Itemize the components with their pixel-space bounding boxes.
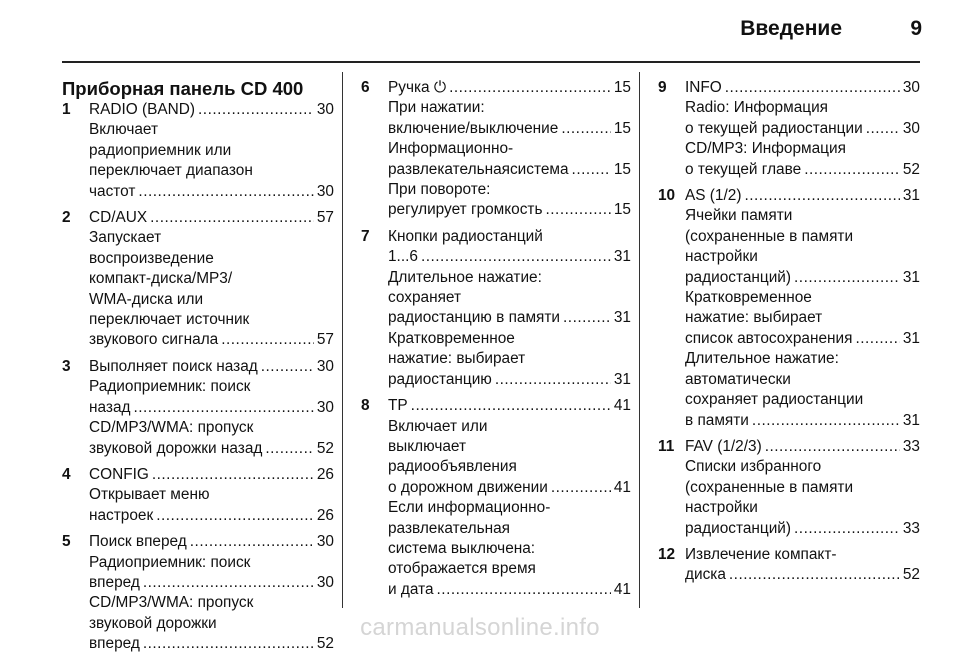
- dot-leader: [437, 580, 611, 600]
- entry-text: компакт-диска/MP3/: [89, 270, 233, 288]
- entry-line: [388, 539, 631, 559]
- entry-body: [89, 357, 334, 459]
- entry-line: [685, 390, 920, 410]
- entry-line: [685, 139, 920, 159]
- entry-text: CD/MP3/WMA: пропуск: [89, 419, 254, 437]
- page-reference: 31: [902, 329, 920, 347]
- entry-line: [388, 247, 631, 267]
- entry-text: выключает: [388, 437, 467, 455]
- entry-text: Кратковременное: [685, 289, 812, 307]
- page-reference: 15: [613, 119, 631, 137]
- dot-leader: [138, 182, 313, 202]
- entry-line: [388, 268, 631, 288]
- index-entry: [658, 78, 920, 180]
- dot-leader: [804, 160, 900, 180]
- entry-number: 12: [658, 545, 676, 563]
- entry-line: [89, 506, 334, 526]
- dot-leader: [449, 78, 611, 98]
- entry-line: [89, 330, 334, 350]
- entry-text: INFO: [685, 79, 722, 96]
- dot-leader: [794, 268, 900, 288]
- page-reference: 57: [316, 331, 334, 349]
- entry-text: При повороте:: [388, 181, 491, 199]
- entry-text: настройки: [685, 248, 758, 266]
- page-reference: 41: [613, 580, 631, 598]
- entry-text: (сохраненные в памяти: [685, 478, 854, 496]
- entry-text: назад: [89, 398, 131, 416]
- entry-text: Открывает меню: [89, 486, 210, 504]
- entry-text: отображается время: [388, 560, 536, 578]
- page-reference: 41: [613, 397, 631, 415]
- page-reference: 30: [316, 398, 334, 416]
- entry-line: [89, 208, 334, 228]
- entry-line: [685, 478, 920, 498]
- entry-number: 1: [62, 101, 71, 118]
- entry-text: радиостанций): [685, 519, 792, 537]
- entry-text: о дорожном движении: [388, 478, 548, 496]
- entry-line: [685, 308, 920, 328]
- dot-leader: [561, 119, 611, 139]
- entry-line: [89, 357, 334, 377]
- index-entry: [658, 186, 920, 431]
- entry-body: [89, 465, 334, 526]
- entry-text: FAV (1/2/3): [685, 437, 762, 455]
- entry-text: Радиоприемник: поиск: [89, 378, 251, 396]
- page-reference: 33: [902, 437, 920, 455]
- entry-text: (сохраненные в памяти: [685, 227, 854, 245]
- entry-text: Списки избранного: [685, 458, 822, 476]
- entry-line: [388, 119, 631, 139]
- entry-text: система выключена:: [388, 539, 536, 557]
- dot-leader: [221, 330, 314, 350]
- entry-list: [658, 78, 920, 586]
- entry-line: [89, 120, 334, 140]
- column-divider: [639, 72, 640, 608]
- entry-line: [89, 161, 334, 181]
- dot-leader: [744, 186, 899, 206]
- entry-text: звуковой дорожки назад: [89, 439, 263, 457]
- entry-line: [685, 437, 920, 457]
- entry-line: [388, 349, 631, 369]
- entry-text: радиостанцию: [388, 370, 492, 388]
- entry-line: [89, 465, 334, 485]
- dot-leader: [143, 573, 314, 593]
- page-reference: 15: [613, 79, 631, 96]
- entry-text: Извлечение компакт-: [685, 545, 837, 563]
- entry-line: [89, 182, 334, 202]
- entry-line: [89, 310, 334, 330]
- page-reference: 30: [902, 119, 920, 137]
- entry-text: сохраняет радиостанции: [685, 391, 864, 409]
- entry-text: Длительное нажатие:: [685, 350, 839, 368]
- entry-line: [685, 206, 920, 226]
- entry-line: [388, 519, 631, 539]
- page-reference: 52: [316, 635, 334, 653]
- entry-line: [388, 478, 631, 498]
- entry-number: 7: [361, 227, 370, 245]
- page-reference: 57: [316, 209, 334, 227]
- entry-text: Радиоприемник: поиск: [89, 553, 251, 571]
- page-reference: 41: [613, 478, 631, 496]
- entry-text: 1...6: [388, 248, 418, 266]
- dot-leader: [261, 357, 314, 377]
- entry-line: [685, 227, 920, 247]
- page-reference: 52: [902, 566, 920, 584]
- entry-body: [685, 545, 920, 586]
- entry-text: радиостанций): [685, 268, 792, 286]
- watermark: carmanualsonline.info: [360, 614, 600, 641]
- entry-line: [388, 180, 631, 200]
- entry-line: [89, 249, 334, 269]
- entry-text: радиоприемник или: [89, 141, 232, 159]
- dot-leader: [752, 411, 900, 431]
- entry-line: [388, 498, 631, 518]
- entry-number: 5: [62, 533, 71, 551]
- entry-text: развлекательная: [388, 519, 510, 537]
- entry-text: TP: [388, 397, 408, 415]
- page-number: 9: [910, 17, 922, 40]
- entry-line: [388, 396, 631, 416]
- entry-text: регулирует громкость: [388, 201, 543, 219]
- entry-line: [685, 186, 920, 206]
- page-reference: 52: [902, 160, 920, 178]
- entry-text: звуковой дорожки: [89, 614, 217, 632]
- index-entry: [62, 465, 334, 526]
- dot-leader: [546, 200, 611, 220]
- entry-line: [89, 100, 334, 120]
- entry-text: радиообъявления: [388, 458, 517, 476]
- entry-number: 11: [658, 437, 675, 455]
- entry-text: переключает диапазон: [89, 162, 253, 180]
- entry-text: Включает или: [388, 417, 488, 435]
- entry-line: [89, 418, 334, 438]
- entry-text: воспроизведение: [89, 249, 214, 267]
- entry-line: [388, 78, 631, 98]
- entry-line: [388, 437, 631, 457]
- entry-body: [685, 186, 920, 431]
- entry-text: Кратковременное: [388, 329, 515, 347]
- entry-line: [388, 329, 631, 349]
- dot-leader: [563, 308, 611, 328]
- entry-text: сохраняет: [388, 289, 461, 307]
- entry-line: [89, 141, 334, 161]
- dot-leader: [765, 437, 900, 457]
- entry-text: список автосохранения: [685, 329, 853, 347]
- entry-text: и дата: [388, 580, 434, 598]
- column-2: [361, 78, 631, 606]
- entry-text: CD/AUX: [89, 209, 148, 227]
- entry-line: [685, 565, 920, 585]
- entry-number: 3: [62, 357, 71, 375]
- entry-line: [89, 593, 334, 613]
- entry-text: в памяти: [685, 411, 749, 429]
- section-title: Приборная панель CD 400: [62, 78, 304, 99]
- entry-text: развлекательнаясистема: [388, 160, 569, 178]
- dot-leader: [156, 506, 314, 526]
- entry-line: [685, 519, 920, 539]
- dot-leader: [265, 439, 314, 459]
- entry-text: AS (1/2): [685, 187, 742, 205]
- entry-text: CD/MP3/WMA: пропуск: [89, 594, 254, 612]
- entry-number: 4: [62, 465, 71, 483]
- entry-line: [89, 398, 334, 418]
- entry-line: [388, 160, 631, 180]
- entry-text: настройки: [685, 499, 758, 517]
- entry-line: [685, 370, 920, 390]
- page-reference: 30: [316, 101, 334, 118]
- entry-text: частот: [89, 182, 136, 200]
- entry-text: При нажатии:: [388, 99, 485, 117]
- entry-number: 6: [361, 79, 370, 96]
- entry-line: [685, 329, 920, 349]
- column-3: [658, 78, 920, 592]
- entry-text: нажатие: выбирает: [388, 350, 526, 368]
- page-reference: 31: [613, 370, 631, 388]
- entry-text: вперед: [89, 573, 140, 591]
- dot-leader: [190, 532, 314, 552]
- entry-line: [685, 98, 920, 118]
- dot-leader: [551, 478, 611, 498]
- entry-line: [685, 288, 920, 308]
- dot-leader: [866, 119, 900, 139]
- entry-list: [361, 78, 631, 600]
- entry-number: 8: [361, 397, 370, 415]
- entry-text: Ячейки памяти: [685, 207, 793, 225]
- entry-text: нажатие: выбирает: [685, 309, 823, 327]
- dot-leader: [794, 519, 900, 539]
- index-entry: [361, 227, 631, 390]
- column-1: [62, 78, 334, 661]
- entry-line: [388, 417, 631, 437]
- entry-text: переключает источник: [89, 311, 250, 329]
- entry-line: [685, 247, 920, 267]
- entry-text: радиостанцию в памяти: [388, 309, 561, 327]
- dot-leader: [729, 565, 900, 585]
- dot-leader: [152, 465, 314, 485]
- page-reference: 33: [902, 519, 920, 537]
- entry-text: Ручка ⏻: [388, 79, 447, 96]
- dot-leader: [411, 396, 611, 416]
- dot-leader: [572, 160, 611, 180]
- dot-leader: [198, 100, 314, 120]
- index-entry: [62, 357, 334, 459]
- page-reference: 30: [316, 182, 334, 200]
- index-entry: [361, 396, 631, 600]
- entry-text: RADIO (BAND): [89, 101, 196, 118]
- index-entry: [361, 78, 631, 221]
- entry-body: [388, 78, 631, 221]
- entry-text: Выполняет поиск назад: [89, 357, 258, 375]
- dot-leader: [495, 370, 611, 390]
- entry-line: [388, 559, 631, 579]
- page-reference: 30: [316, 533, 334, 551]
- page-reference: 31: [902, 268, 920, 286]
- entry-body: [685, 78, 920, 180]
- entry-text: настроек: [89, 506, 154, 524]
- page-reference: 31: [613, 309, 631, 327]
- entry-line: [89, 573, 334, 593]
- page-reference: 31: [613, 248, 631, 266]
- page-reference: 31: [902, 411, 920, 429]
- entry-list: [62, 100, 334, 655]
- index-entry: [658, 437, 920, 539]
- entry-line: [685, 349, 920, 369]
- entry-text: Radio: Информация: [685, 99, 828, 117]
- entry-line: [89, 377, 334, 397]
- entry-text: CONFIG: [89, 465, 149, 483]
- entry-text: Кнопки радиостанций: [388, 227, 543, 245]
- header-rule: [62, 61, 920, 63]
- entry-number: 9: [658, 79, 667, 96]
- index-entry: [658, 545, 920, 586]
- entry-text: CD/MP3: Информация: [685, 140, 846, 158]
- entry-text: о текущей главе: [685, 160, 802, 178]
- entry-text: о текущей радиостанции: [685, 119, 863, 137]
- column-divider: [342, 72, 343, 608]
- entry-line: [89, 439, 334, 459]
- entry-text: Информационно-: [388, 140, 514, 158]
- dot-leader: [133, 398, 313, 418]
- dot-leader: [855, 329, 899, 349]
- entry-text: WMA-диска или: [89, 290, 204, 308]
- entry-text: автоматически: [685, 370, 791, 388]
- entry-line: [89, 269, 334, 289]
- page-reference: 15: [613, 201, 631, 219]
- entry-line: [685, 545, 920, 565]
- page-title: Введение: [740, 17, 842, 40]
- entry-text: Запускает: [89, 229, 162, 247]
- entry-line: [388, 98, 631, 118]
- index-entry: [62, 208, 334, 351]
- entry-line: [388, 580, 631, 600]
- entry-line: [685, 457, 920, 477]
- entry-line: [685, 78, 920, 98]
- entry-number: 10: [658, 187, 676, 205]
- entry-line: [388, 288, 631, 308]
- page-reference: 30: [902, 79, 920, 96]
- entry-line: [685, 119, 920, 139]
- entry-line: [89, 485, 334, 505]
- entry-line: [685, 160, 920, 180]
- index-entry: [62, 100, 334, 202]
- entry-line: [685, 498, 920, 518]
- entry-line: [685, 411, 920, 431]
- entry-text: Поиск вперед: [89, 533, 187, 551]
- entry-line: [89, 532, 334, 552]
- entry-text: Включает: [89, 121, 159, 139]
- entry-line: [388, 308, 631, 328]
- entry-line: [388, 227, 631, 247]
- entry-text: диска: [685, 566, 726, 584]
- entry-line: [388, 457, 631, 477]
- entry-body: [685, 437, 920, 539]
- entry-text: Длительное нажатие:: [388, 268, 542, 286]
- entry-body: [89, 100, 334, 202]
- entry-text: включение/выключение: [388, 119, 559, 137]
- entry-text: звукового сигнала: [89, 331, 219, 349]
- entry-body: [388, 396, 631, 600]
- page-reference: 31: [902, 187, 920, 205]
- entry-line: [89, 228, 334, 248]
- entry-line: [388, 370, 631, 390]
- entry-line: [89, 290, 334, 310]
- entry-body: [388, 227, 631, 390]
- entry-line: [89, 553, 334, 573]
- dot-leader: [421, 247, 611, 267]
- page-header: [0, 0, 960, 62]
- page-reference: 26: [316, 465, 334, 483]
- page-reference: 15: [613, 160, 631, 178]
- entry-text: Если информационно-: [388, 499, 551, 517]
- entry-line: [685, 268, 920, 288]
- dot-leader: [150, 208, 314, 228]
- page-reference: 30: [316, 573, 334, 591]
- entry-body: [89, 208, 334, 351]
- entry-line: [388, 200, 631, 220]
- dot-leader: [725, 78, 900, 98]
- page-reference: 26: [316, 506, 334, 524]
- entry-number: 2: [62, 209, 71, 227]
- page-reference: 52: [316, 439, 334, 457]
- entry-text: вперед: [89, 635, 140, 653]
- entry-line: [388, 139, 631, 159]
- page-reference: 30: [316, 357, 334, 375]
